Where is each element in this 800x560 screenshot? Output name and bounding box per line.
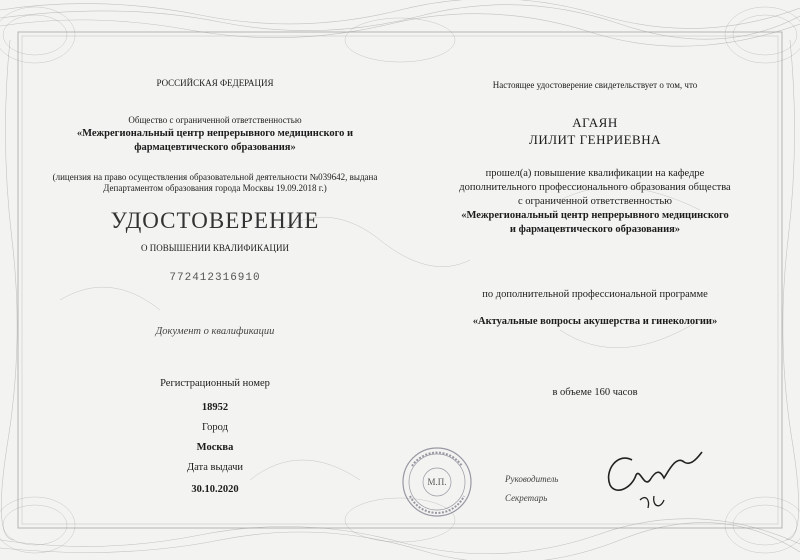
secretary-label: Секретарь (505, 493, 548, 503)
body-line-5: и фармацевтического образования» (509, 224, 681, 235)
registration-label: Регистрационный номер (160, 378, 270, 389)
secretary-signature (640, 496, 664, 508)
org-name-line-1: «Межрегиональный центр непрерывного медицинского и (76, 128, 354, 139)
city-value: Москва (196, 442, 234, 453)
holder-given-names: ЛИЛИТ ГЕНРИЕВНА (529, 132, 661, 147)
body-line-1: прошел(а) повышение квалификации на кафедре (485, 168, 705, 179)
org-type: Общество с ограниченной ответственностью (128, 115, 302, 125)
course-volume: в объеме 160 часов (552, 387, 638, 398)
license-line-2: Департаментом образования города Москвы 19.09.2018 г.) (103, 183, 327, 193)
head-signature (609, 452, 702, 490)
holder-surname: АГАЯН (572, 115, 618, 130)
org-name-line-2: фармацевтического образования» (134, 142, 296, 153)
serial-number: 772412316910 (169, 272, 261, 284)
document-subtitle: О ПОВЫШЕНИИ КВАЛИФИКАЦИИ (140, 243, 290, 253)
city-label: Город (202, 422, 228, 433)
document-title: УДОСТОВЕРЕНИЕ (110, 208, 320, 233)
intro-text: Настоящее удостоверение свидетельствует о том, что (492, 80, 698, 90)
program-label: по дополнительной профессиональной программе (482, 289, 708, 300)
country-label: РОССИЙСКАЯ ФЕДЕРАЦИЯ (156, 78, 274, 88)
head-label: Руководитель (505, 474, 559, 484)
body-line-4: «Межрегиональный центр непрерывного медицинского (461, 210, 729, 221)
license-line-1: (лицензия на право осуществления образовательной деятельности №039642, выдана (52, 172, 378, 182)
stamp-center-text: М.П. (427, 477, 447, 487)
issue-date: 30.10.2020 (191, 484, 239, 495)
document-type: Документ о квалификации (155, 326, 275, 337)
program-name: «Актуальные вопросы акушерства и гинекологии» (472, 316, 718, 327)
registration-number: 18952 (201, 402, 229, 413)
body-line-3: с ограниченной ответственностью (517, 196, 673, 207)
body-line-2: дополнительного профессионального образования общества (459, 182, 731, 193)
issue-date-label: Дата выдачи (186, 462, 244, 473)
